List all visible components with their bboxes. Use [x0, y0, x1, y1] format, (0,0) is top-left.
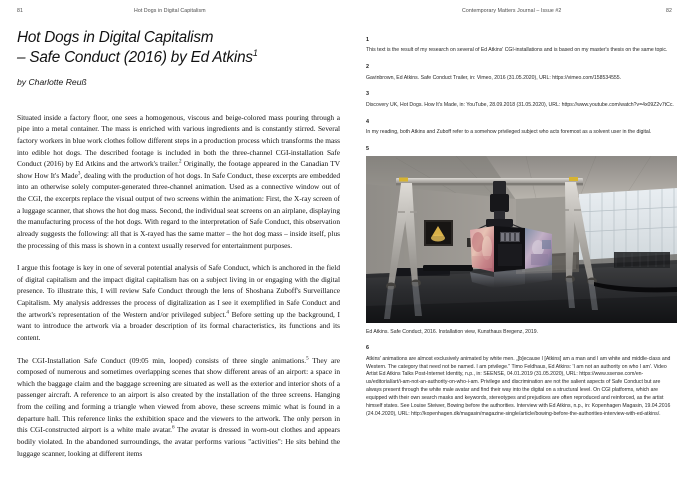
footnote-marker[interactable]: 2 [179, 158, 182, 165]
running-head-title-left: Hot Dogs in Digital Capitalism [134, 8, 206, 14]
footnote-text: Discovery UK, Hot Dogs. How It's Made, in: YouTube, 28.09.2018 (31.05.2020), URL: https://www.youtube.com/watch?v=4x09Z2v7tCc. [366, 101, 674, 108]
footnote-marker[interactable]: 4 [226, 309, 229, 316]
footnote-4 [366, 120, 677, 137]
title-footnote-marker[interactable]: 1 [252, 48, 258, 59]
footnote-2 [366, 65, 677, 82]
footnote-text: In my reading, both Atkins and Zuboff refer to a somehow privileged subject who acts foremost as a solvent user in the digital. [366, 129, 652, 136]
body-paragraph: Situated inside a factory floor, one sees a homogenous, viscous and beige-colored mass pouring through a pipe into a metal container. The mass is enriched with various ingredients and is constantly stirred. Several factory workers in blue work clothes follow different steps in a production process which transforms the mass into edible hot dogs. The described footage is included in both the three-channel CGI-installation Safe Conduct (2016) by Ed Atkins and the artwork's trailer.$^2$ Originally, the footage appeared in the Canadian TV show How It's Made$^3$, dealing with the production of hot dogs. In Safe Conduct, these excerpts are embedded into an otherwise solely computer-generated three-channel animation. Used as a connective window out of the CGI, the excerpts replace the visual output of two screens within the animation: First, the X-ray screen of a luggage scanner, that shows the hot dog mass. Second, the individual seat screens on an airplane, displaying the manufacturing process of the hot dogs. With regard to the interpretation of Safe Conduct, this observation already suggests the following: all that is X-rayed has the same matter – the hot dog mass – inside itself, plus the processing of this mass is shown in a context usually reserved for entertainment purposes. [17, 112, 341, 250]
footnote-number: 6 [366, 345, 369, 352]
running-head [0, 8, 689, 20]
footnote-number: 5 [366, 145, 369, 152]
footnote-1 [366, 38, 677, 55]
footnote-marker[interactable]: 5 [306, 355, 309, 362]
article-column [17, 28, 340, 470]
footnote-number: 2 [366, 64, 369, 71]
article-author: by Charlotte Reuß [17, 76, 87, 87]
footnote-number: 4 [366, 118, 369, 125]
footnote-text: Atkins' animations are almost exclusively animated by white men. „[b]ecause I [Atkins] am a man and I am white and middle-class and Western. The category that need not be named. I am privilege." Timo Feldhaus, Ed Atkins: 'I am not an authority on who I am'. Video Artist Ed Atkins Talks Post-Internet Identity, n.p., in: SEENSE, 04.01.2019 (31.05.2020), URL: https://www.ssense.com/en-us/editorial/art/i-am-not-an-authority-on-who-i-am. Privilege and discrimination are not the salient aspects of Safe Conduct but are always present through the white male avatar and find their way into the digital on a structural level. On CGI platforms, which are equipped with their own search masks and keywords, stereotypes and prejudices are often reproduced and reinforced, as the artist himself states. See Louise Steiwer, Bowing before the authorities. Interview with Ed Atkins, n.p., in: Kopenhagen Magasin, 19.04.2016 (24.04.2020), URL: http://kopenhagen.dk/magasin/magazine-single/article/bowing-before-the-authorities-interview-with-ed-atkins/. [366, 355, 671, 417]
article-title-line-2: – Safe Conduct (2016) by Ed Atkins [17, 49, 253, 67]
installation-photo-graphic [366, 156, 677, 323]
installation-photo [366, 156, 677, 323]
footnotes-column [366, 38, 677, 428]
figure-caption: Ed Atkins. Safe Conduct, 2016. Installation view, Kunsthaus Bregenz, 2019. [366, 329, 539, 336]
footnote-text: This text is the result of my research on several of Ed Atkins' CGI-installations and is based on my master's thesis on the same topic. [366, 47, 668, 54]
body-paragraph: I argue this footage is key in one of several potential analysis of Safe Conduct, which is anchored in the field of digital capitalism and the impact digital capitalism has on a subject living in or engaging with the digital presence. To illustrate this, I will review Safe Conduct through the lens of Shoshana Zuboff's Surveillance Capitalism. My analysis addresses the process of digitalization as I see it exemplified in Safe Conduct and the artwork's representation of the Western and/or privileged subject.$^4$ Before setting up the background, I want to introduce the artwork via a broader description of its formal characteristics, its functions and its content. [17, 263, 341, 342]
footnote-number: 3 [366, 91, 369, 98]
running-head-title-right: Contemporary Matters Journal – Issue #2 [462, 8, 562, 14]
footnote-5 [366, 147, 677, 152]
figure-installation-view [366, 156, 677, 335]
article-title-line-1: Hot Dogs in Digital Capitalism [17, 29, 214, 46]
article-body [17, 112, 340, 460]
folio-left: 81 [17, 8, 23, 14]
footnote-marker[interactable]: 3 [77, 170, 81, 177]
footnote-number: 1 [366, 37, 369, 43]
footnote-text: Gavinbrown, Ed Atkins. Safe Conduct Trailer, in: Vimeo, 2016 (31.05.2020), URL: https://vimeo.com/158534555. [366, 74, 622, 81]
footnote-6 [366, 346, 677, 418]
folio-right: 82 [666, 8, 672, 14]
body-paragraph: The CGI-Installation Safe Conduct (09:05 min, looped) consists of three single animations.$^5$ They are composed of numerous and sometimes overlapping scenes that show different areas of an airport: a space in which the baggage claim and the baggage screening are situated as well as the exterior and interior shots of a passenger aircraft. A reference to an airport is also created by the installation of the three screens. Hanging from the ceiling and forming a triangle when viewed from above, these screens mimic what is found in a departure hall. This reference links the exhibition space and the viewers to the artwork. The only person in this CGI-constructed airport is a white male avatar.$^6$ The avatar is dressed in worn-out clothes and appears bodily violated. In the abandoned surroundings, the avatar performs various "activities": He sits behind the luggage scanner, looking at different items [17, 355, 341, 458]
footnote-marker[interactable]: 6 [172, 424, 175, 431]
page-title [17, 28, 340, 69]
footnote-3 [366, 92, 677, 109]
